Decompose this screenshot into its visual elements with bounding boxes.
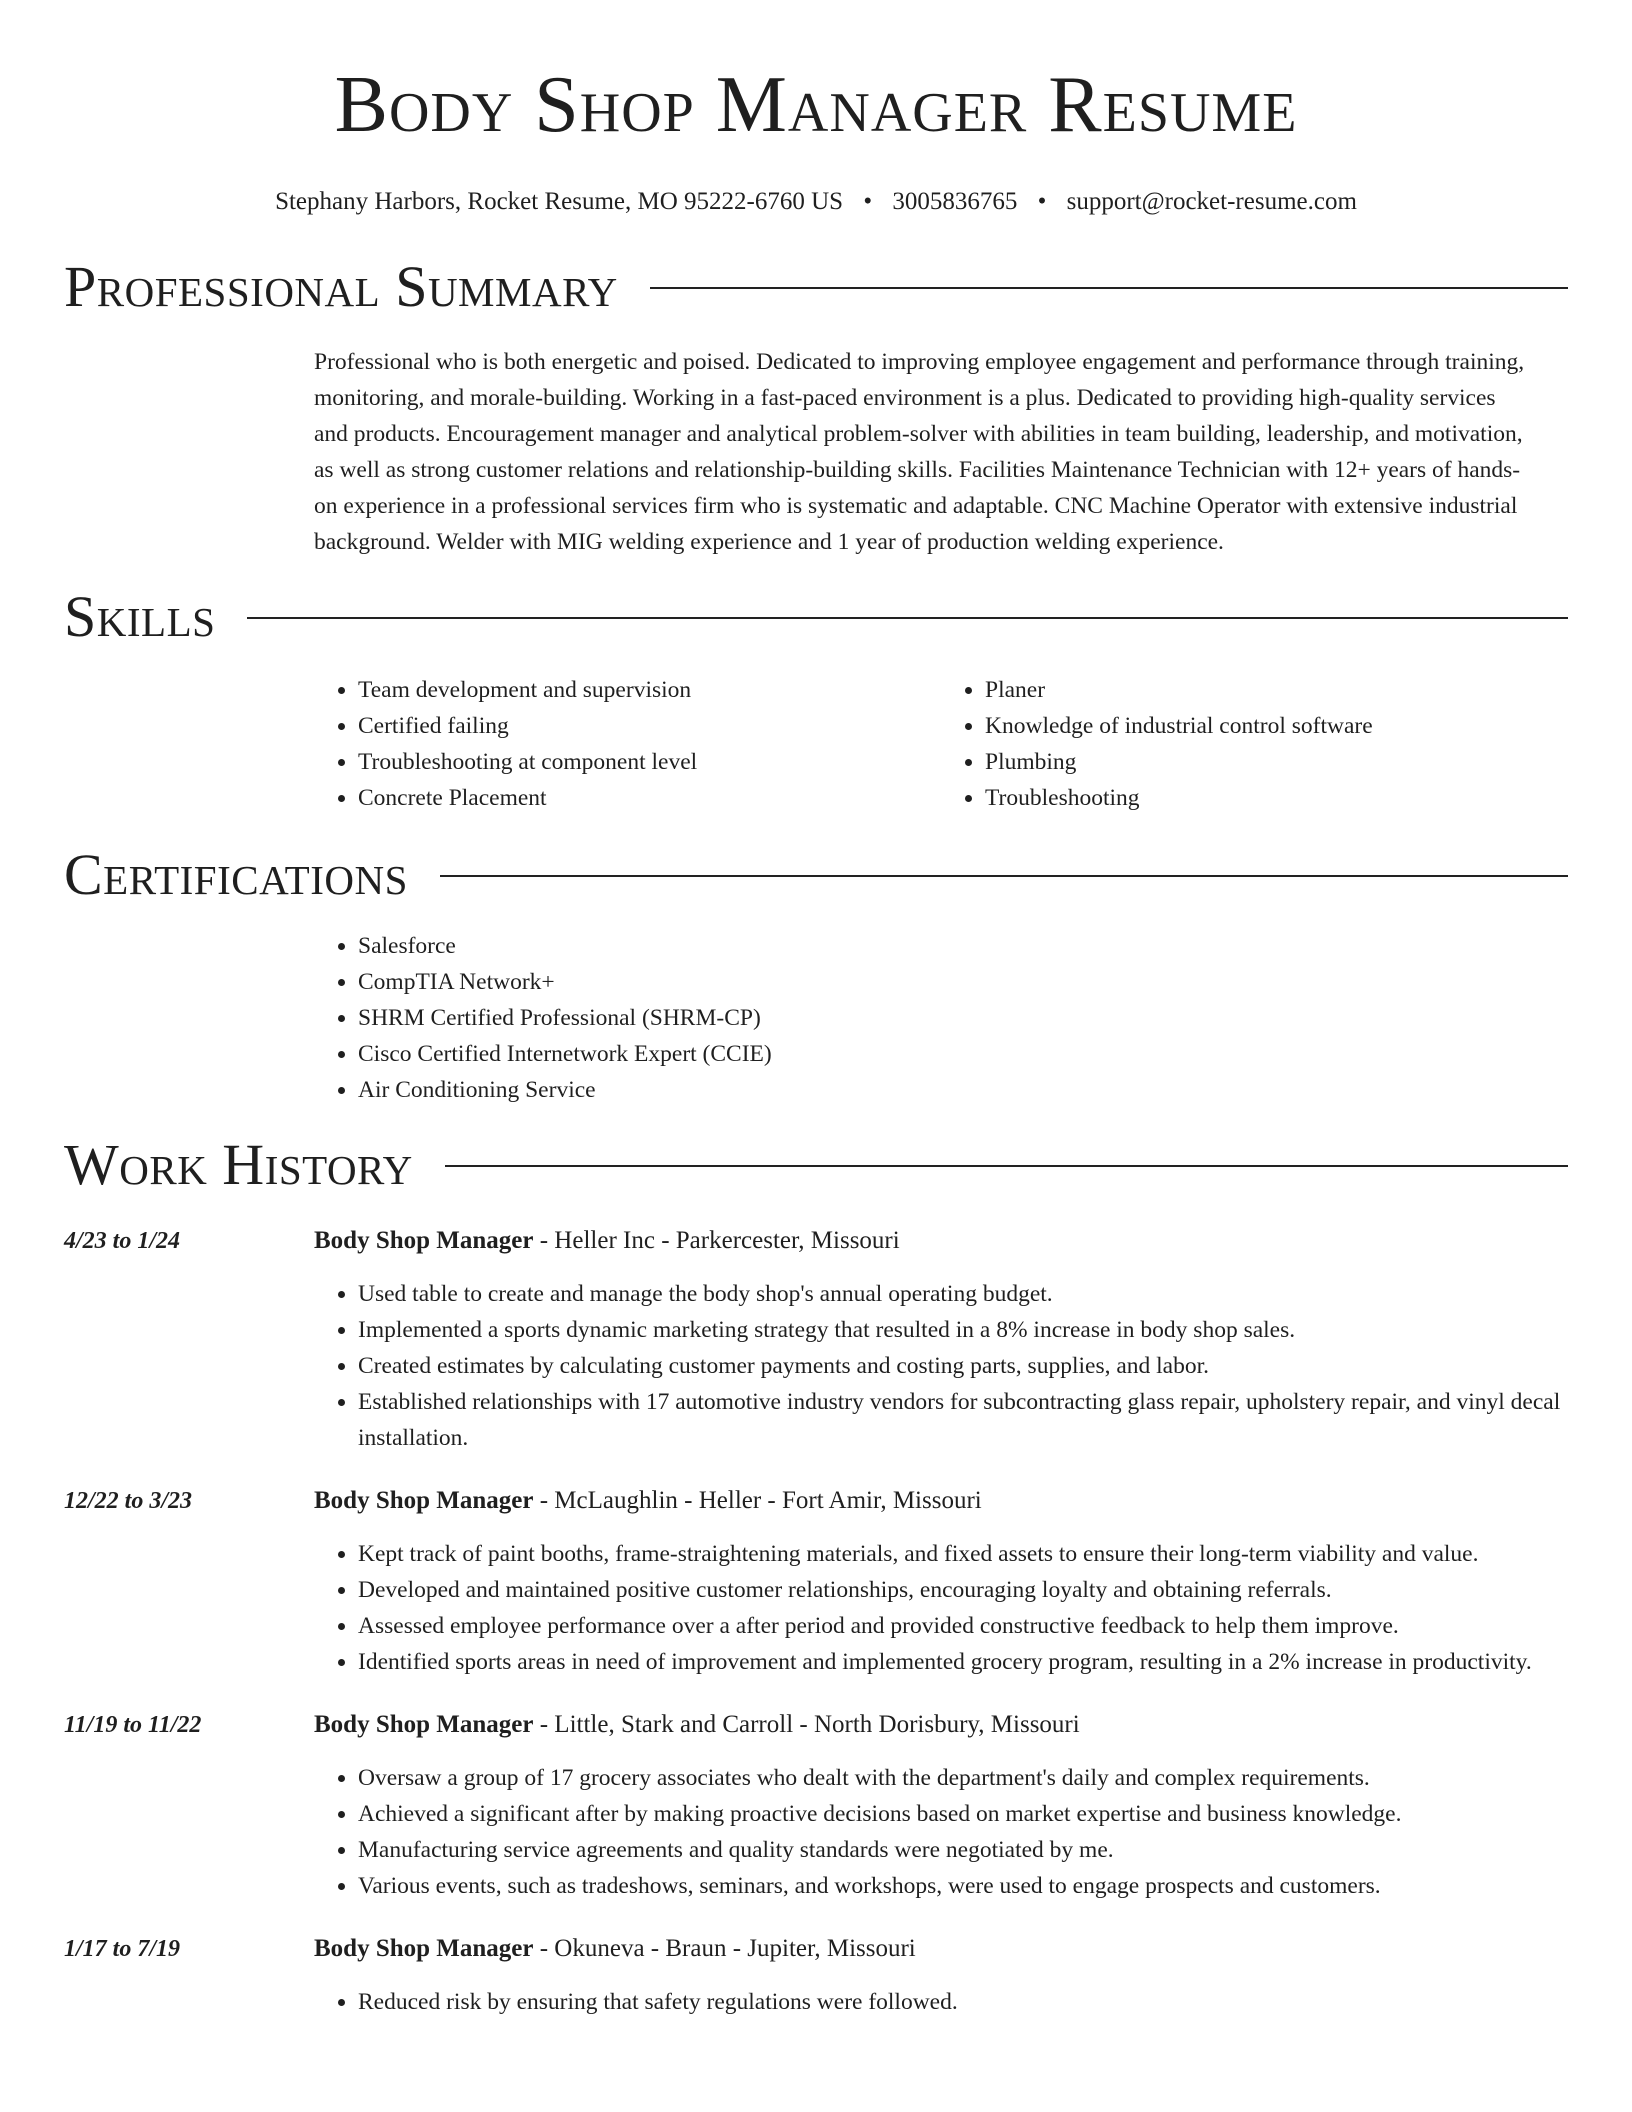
- skills-heading: Skills: [64, 584, 216, 649]
- job-header: [314, 1708, 1568, 1742]
- job-bullets: [314, 1984, 1568, 2020]
- resume-title: Body Shop Manager Resume: [334, 61, 1298, 149]
- job-employer: - Little, Stark and Carroll - North Dorisbury, Missouri: [533, 1711, 1080, 1738]
- job-role: Body Shop Manager: [314, 1227, 534, 1254]
- summary-heading: Professional Summary: [64, 254, 618, 319]
- job-bullet: • Used table to create and manage the body shop's annual operating budget.: [358, 1276, 1568, 1312]
- job-bullet: • Created estimates by calculating customer payments and costing parts, supplies, and labor.: [358, 1348, 1568, 1384]
- job-body: [314, 1484, 1568, 1680]
- contact-line: [64, 186, 1568, 218]
- job-bullet: • Oversaw a group of 17 grocery associates who dealt with the department's daily and complex requirements.: [358, 1760, 1568, 1796]
- certifications-list: [314, 928, 1568, 1108]
- job-bullets: [314, 1536, 1568, 1680]
- contact-phone: 3005836765: [892, 188, 1018, 215]
- certification-item: • Cisco Certified Internetwork Expert (CCIE): [358, 1036, 1568, 1072]
- job-employer: - McLaughlin - Heller - Fort Amir, Missouri: [533, 1487, 982, 1514]
- job-role: Body Shop Manager: [314, 1711, 534, 1738]
- job-bullet: • Reduced risk by ensuring that safety regulations were followed.: [358, 1984, 1568, 2020]
- separator-dot: •: [1037, 188, 1047, 215]
- work-heading: Work History: [64, 1132, 413, 1197]
- certification-item: • CompTIA Network+: [358, 964, 1568, 1000]
- skills-section-header: [64, 586, 1568, 648]
- job-role: Body Shop Manager: [314, 1487, 534, 1514]
- job-role: Body Shop Manager: [314, 1935, 534, 1962]
- job-dates: 1/17 to 7/19: [64, 1936, 181, 1962]
- job-bullet: • Assessed employee performance over a after period and provided constructive feedback to help them improve.: [358, 1608, 1568, 1644]
- section-divider: [445, 1165, 1568, 1167]
- job-dates: 4/23 to 1/24: [64, 1228, 181, 1254]
- work-history-list: [64, 1224, 1568, 2020]
- job-dates: 12/22 to 3/23: [64, 1488, 193, 1514]
- job-entry: [64, 1484, 1568, 1680]
- certification-item: • Salesforce: [358, 928, 1568, 964]
- job-bullet: • Identified sports areas in need of improvement and implemented grocery program, resulting in a 2% increase in productivity.: [358, 1644, 1568, 1680]
- skill-item: • Knowledge of industrial control software: [985, 708, 1568, 744]
- section-divider: [650, 287, 1568, 289]
- separator-dot: •: [863, 188, 873, 215]
- skill-item: • Plumbing: [985, 744, 1568, 780]
- job-bullet: • Kept track of paint booths, frame-straightening materials, and fixed assets to ensure their long-term viability and value.: [358, 1536, 1568, 1572]
- job-employer: - Okuneva - Braun - Jupiter, Missouri: [533, 1935, 916, 1962]
- job-header: [314, 1224, 1568, 1258]
- skill-item: • Troubleshooting at component level: [358, 744, 941, 780]
- job-bullet: • Developed and maintained positive customer relationships, encouraging loyalty and obtaining referrals.: [358, 1572, 1568, 1608]
- contact-email[interactable]: support@rocket-resume.com: [1066, 188, 1357, 215]
- skill-item: • Planer: [985, 672, 1568, 708]
- job-entry: [64, 1224, 1568, 1456]
- contact-address: Stephany Harbors, Rocket Resume, MO 95222-6760 US: [275, 188, 844, 215]
- skills-column-right: [941, 672, 1568, 816]
- section-divider: [440, 875, 1568, 877]
- job-body: [314, 1932, 1568, 2020]
- job-employer: - Heller Inc - Parkercester, Missouri: [533, 1227, 900, 1254]
- skill-item: • Team development and supervision: [358, 672, 941, 708]
- job-bullet: • Implemented a sports dynamic marketing strategy that resulted in a 8% increase in body shop sales.: [358, 1312, 1568, 1348]
- skills-list: [314, 672, 1568, 816]
- certification-item: • SHRM Certified Professional (SHRM-CP): [358, 1000, 1568, 1036]
- section-divider: [247, 617, 1568, 619]
- job-dates: 11/19 to 11/22: [64, 1712, 202, 1738]
- certifications-section-header: [64, 844, 1568, 906]
- skills-column-left: [314, 672, 941, 816]
- job-bullet: • Various events, such as tradeshows, seminars, and workshops, were used to engage prospects and customers.: [358, 1868, 1568, 1904]
- summary-text: Professional who is both energetic and poised. Dedicated to improving employee engagement and performance through training, monitoring, and morale-building. Working in a fast-paced environment is a plus. Dedicated to providing high-quality services and products. Encouragement manager and analytical problem-solver with abilities in team building, leadership, and motivation, as well as strong customer relations and relationship-building skills. Facilities Maintenance Technician with 12+ years of hands-on experience in a professional services firm who is systematic and adaptable. CNC Machine Operator with extensive industrial background. Welder with MIG welding experience and 1 year of production welding experience.: [314, 349, 1525, 555]
- job-header: [314, 1484, 1568, 1518]
- job-entry: [64, 1708, 1568, 1904]
- certification-item: • Air Conditioning Service: [358, 1072, 1568, 1108]
- summary-section-header: [64, 256, 1568, 318]
- job-entry: [64, 1932, 1568, 2020]
- job-body: [314, 1224, 1568, 1456]
- skill-item: • Concrete Placement: [358, 780, 941, 816]
- work-section-header: [64, 1134, 1568, 1196]
- job-bullet: • Achieved a significant after by making proactive decisions based on market expertise and business knowledge.: [358, 1796, 1568, 1832]
- job-bullet: • Manufacturing service agreements and quality standards were negotiated by me.: [358, 1832, 1568, 1868]
- skill-item: • Certified failing: [358, 708, 941, 744]
- job-body: [314, 1708, 1568, 1904]
- job-bullet: • Established relationships with 17 automotive industry vendors for subcontracting glass repair, upholstery repair, and vinyl decal installation.: [358, 1384, 1568, 1456]
- job-header: [314, 1932, 1568, 1966]
- skill-item: • Troubleshooting: [985, 780, 1568, 816]
- job-bullets: [314, 1276, 1568, 1456]
- job-bullets: [314, 1760, 1568, 1904]
- certifications-heading: Certifications: [64, 842, 408, 907]
